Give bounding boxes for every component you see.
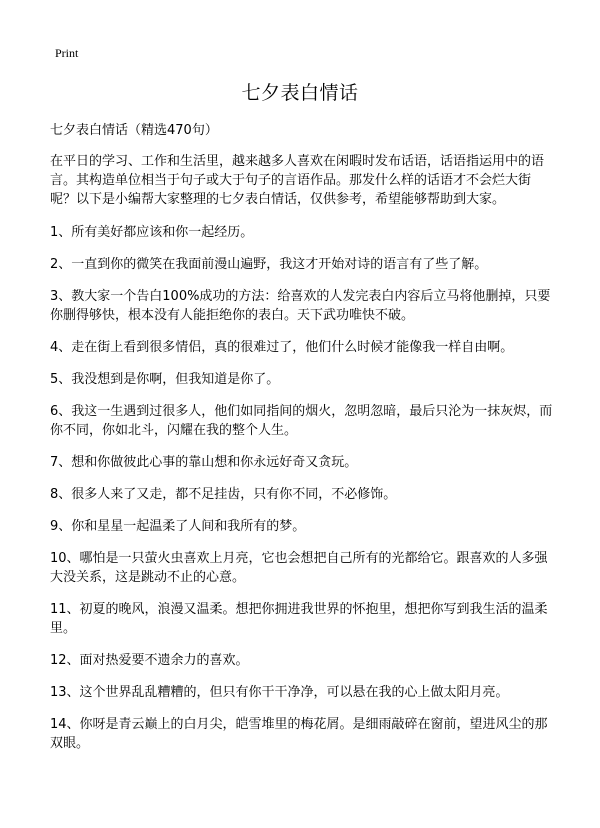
list-item: 6、我这一生遇到过很多人，他们如同指间的烟火，忽明忽暗，最后只沦为一抹灰烬，而你不同，你如北斗，闪耀在我的整个人生。 <box>50 404 553 438</box>
list-item: 3、教大家一个告白100%成功的方法：给喜欢的人发完表白内容后立马将他删掉，只要你删得够快，根本没有人能拒绝你的表白。天下武功唯快不破。 <box>50 289 551 323</box>
article-body <box>50 121 555 766</box>
list-item: 5、我没想到是你啊，但我知道是你了。 <box>50 372 280 387</box>
list-item: 1、所有美好都应该和你一起经历。 <box>50 225 254 240</box>
list-item: 10、哪怕是一只萤火虫喜欢上月亮，它也会想把自己所有的光都给它。跟喜欢的人多强大没关系，这是跳动不止的心意。 <box>50 551 548 585</box>
list-item: 4、走在街上看到很多情侣，真的很难过了，他们什么时候才能像我一样自由啊。 <box>50 340 514 355</box>
print-link[interactable]: Print <box>55 46 79 60</box>
list-item: 9、你和星星一起温柔了人间和我所有的梦。 <box>50 519 306 534</box>
page-title: 七夕表白情话 <box>241 82 359 104</box>
article-subtitle: 七夕表白情话（精选470句） <box>50 123 218 138</box>
list-item: 11、初夏的晚风，浪漫又温柔。想把你拥进我世界的怀抱里，想把你写到我生活的温柔里。 <box>50 602 548 636</box>
list-item: 2、一直到你的微笑在我面前漫山遍野，我这才开始对诗的语言有了些了解。 <box>50 257 488 272</box>
list-item: 14、你呀是青云巅上的白月尖，皑雪堆里的梅花屑。是细雨敲碎在窗前，望进风尘的那双眼。 <box>50 717 548 751</box>
article-intro: 在平日的学习、工作和生活里，越来越多人喜欢在闲暇时发布话语，话语指运用中的语言。其构造单位相当于句子或大于句子的言语作品。那发什么样的话语才不会烂大街呢？以下是小编帮大家整理的七夕表白情话，仅供参考，希望能够帮助到大家。 <box>50 154 545 207</box>
list-item: 8、很多人来了又走，都不足挂齿，只有你不同，不必修饰。 <box>50 487 397 502</box>
list-item: 12、面对热爱要不遗余力的喜欢。 <box>50 653 249 668</box>
list-item: 7、想和你做彼此心事的靠山想和你永远好奇又贪玩。 <box>50 455 358 470</box>
list-item: 13、这个世界乱乱糟糟的，但只有你干干净净，可以悬在我的心上做太阳月亮。 <box>50 685 509 700</box>
